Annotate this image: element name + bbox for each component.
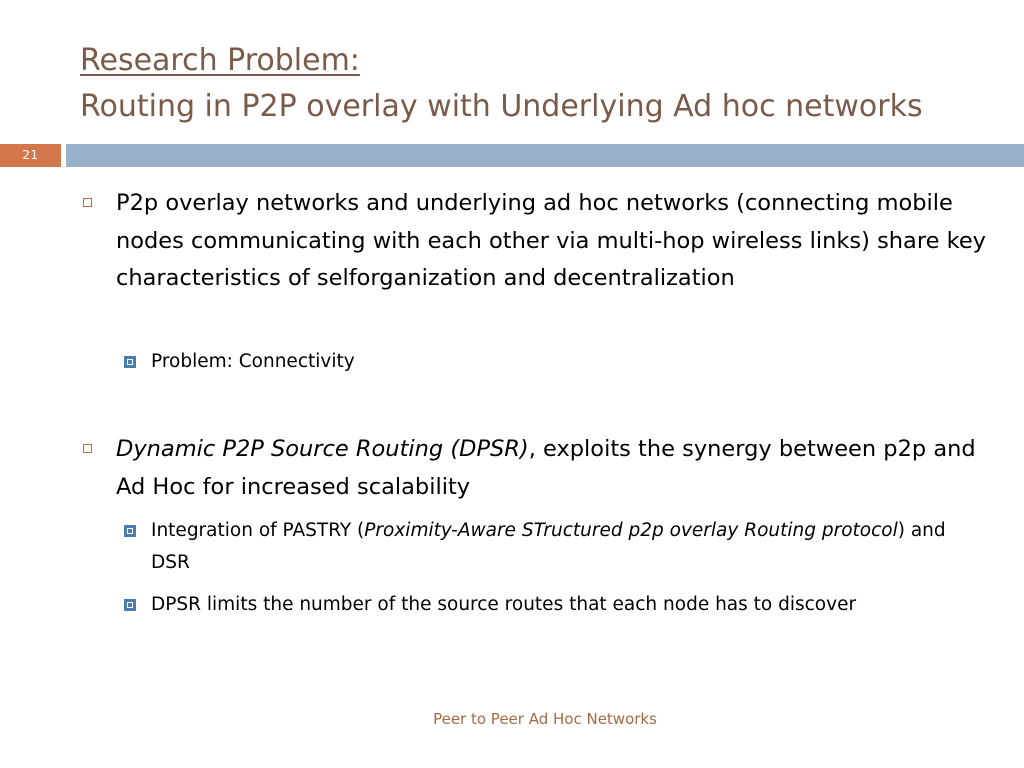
bullet-1 [116,185,996,298]
sub-bullet-2-1 [151,515,971,579]
hollow-square-bullet-icon [83,444,92,453]
sub-bullet-1-1 [151,346,971,378]
sub-bullet-1-1-text: Problem: Connectivity [151,351,355,372]
sub-bullet-2-1-italic: Proximity-Aware STructured p2p overlay Routing protocol [364,520,898,541]
sub-bullet-2-1-suffix: ) and DSR [151,520,946,573]
slide-footer: Peer to Peer Ad Hoc Networks [433,710,657,728]
framed-square-bullet-icon [124,356,136,368]
hollow-square-bullet-icon [83,198,92,207]
title-line-2: Routing in P2P overlay with Underlying Ad hoc networks [80,89,923,124]
sub-bullet-2-2-text: DPSR limits the number of the source routes that each node has to discover [151,594,857,615]
slide-title [80,38,1000,130]
slide-number: 21 [0,144,61,167]
title-line-1: Research Problem: [80,43,360,78]
bullet-1-text: P2p overlay networks and underlying ad hoc networks (connecting mobile nodes communicating with each other via multi-hop wireless links) share key characteristics of selforganization and decentralization [116,190,986,291]
bullet-2-text: , exploits the synergy between p2p and Ad Hoc for increased scalability [116,436,976,500]
framed-square-bullet-icon [124,525,136,537]
bullet-2-italic-lead: Dynamic P2P Source Routing (DPSR) [116,436,529,462]
framed-square-bullet-icon [124,599,136,611]
bullet-2 [116,431,996,506]
sub-bullet-2-1-prefix: Integration of PASTRY ( [151,520,365,541]
title-divider-bar [66,144,1024,167]
sub-bullet-2-2 [151,589,971,621]
